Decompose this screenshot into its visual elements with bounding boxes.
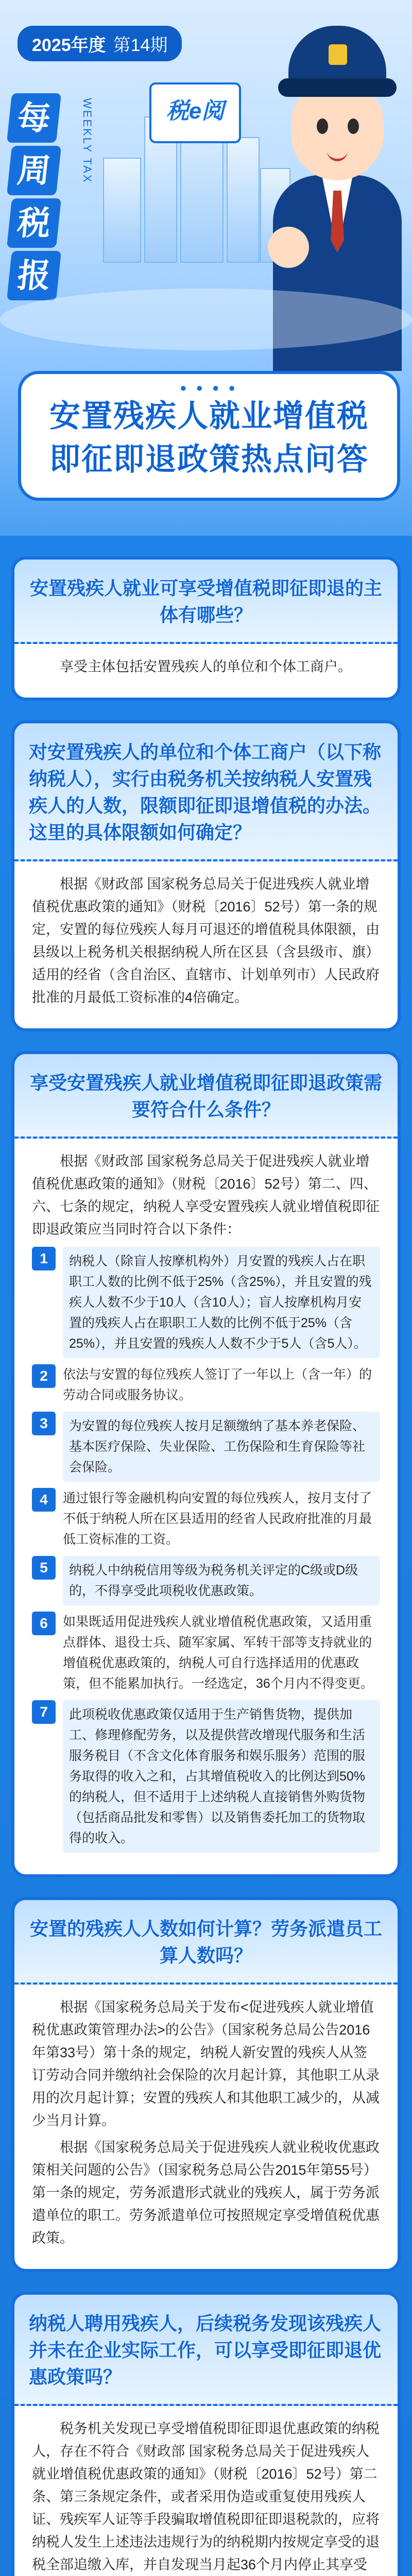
column-logo bbox=[9, 90, 71, 303]
dots-decor: ● ● ● ● bbox=[180, 381, 238, 394]
answer-paragraph: 根据《国家税务总局关于发布<促进残疾人就业增值税优惠政策管理办法>的公告》（国家税务总局公告2016年第33号）第十条的规定，纳税人新安置的残疾人从签订劳动合同并缴纳社会保险的次月起计算，其他职工从录用的次月起计算；安置的残疾人和其他职工减少的，从减少当月计算。 bbox=[32, 1999, 380, 2128]
qa-card bbox=[11, 2292, 401, 2576]
qa-card bbox=[11, 720, 401, 1031]
question: 安置的残疾人人数如何计算？劳务派遣员工算人数吗？ bbox=[14, 1900, 398, 1985]
page-title-box bbox=[18, 371, 400, 501]
page-title-line1: 安置残疾人就业增值税 bbox=[49, 399, 369, 433]
list-item: 2 依法与安置的每位残疾人签订了一年以上（含一年）的劳动合同或服务协议。 bbox=[32, 1364, 380, 1405]
decor-wave bbox=[0, 289, 412, 350]
list-item: 3 为安置的每位残疾人按月足额缴纳了基本养老保险、基本医疗保险、失业保险、工伤保险和生育保险等社会保险。 bbox=[32, 1412, 380, 1482]
question: 享受安置残疾人就业增值税即征即退政策需要符合什么条件？ bbox=[14, 1054, 398, 1139]
list-item: 1 纳税人（除盲人按摩机构外）月安置的残疾人占在职职工人数的比例不低于25%（含25%），并且安置的残疾人人数不少于10人（含10人）；盲人按摩机构月安置的残疾人占在职职工人数的比例不低于25%（含25%），并且安置的残疾人人数不少于5人（含5人）。 bbox=[32, 1247, 380, 1358]
answer-paragraph: 享受主体包括安置残疾人的单位和个体工商户。 bbox=[60, 659, 352, 674]
list-item: 6 如果既适用促进残疾人就业增值税优惠政策，又适用重点群体、退役士兵、随军家属、军转干部等支持就业的增值税优惠政策的，纳税人可自行选择适用的优惠政策，但不能累加执行。一经选定，36个月内不得变更。 bbox=[32, 1612, 380, 1694]
column-char: 周 bbox=[7, 146, 61, 195]
column-char: 每 bbox=[7, 93, 61, 143]
answer-paragraph: 根据《财政部 国家税务总局关于促进残疾人就业增值税优惠政策的通知》（财税〔2016〕52号）第一条的规定，安置的每位残疾人每月可退还的增值税具体限额，由县级以上税务机关根据纳税人所在区县（含县级市、旗）适用的经省（含自治区、直辖市、计划单列市）人民政府批准的月最低工资标准的4倍确定。 bbox=[32, 876, 380, 1005]
tax-e-read-sign: 税e阅 bbox=[149, 82, 241, 143]
column-english: WEEKLY TAX bbox=[81, 98, 94, 184]
list-item: 7 此项税收优惠政策仅适用于生产销售货物，提供加工、修理修配劳务，以及提供营改增现代服务和生活服务税目（不含文化体育服务和娱乐服务）范围的服务取得的收入之和，占其增值税收入的比例达到50%的纳税人，但不适用于上述纳税人直接销售外购货物（包括商品批发和零售）以及销售委托加工的货物取得的收入。 bbox=[32, 1700, 380, 1853]
list-item-text: 纳税人中纳税信用等级为税务机关评定的C级或D级的，不得享受此项税收优惠政策。 bbox=[63, 1556, 380, 1605]
answer-paragraph: 税务机关发现已享受增值税即征即退优惠政策的纳税人，存在不符合《财政部 国家税务总局关于促进残疾人就业增值税优惠政策的通知》（财税〔2016〕52号）第二条、第三条规定条件，或者采用伪造或重复使用残疾人证、残疾军人证等手段骗取增值税即征即退税款的，应将纳税人发生上述违法违规行为的纳税期内按规定享受的退税全部追缴入库，并自发现当月起36个月内停止其享受 bbox=[32, 2421, 380, 2572]
list-item: 4 通过银行等金融机构向安置的每位残疾人，按月支付了不低于纳税人所在区县适用的经省人民政府批准的月最低工资标准的工资。 bbox=[32, 1488, 380, 1550]
qa-card bbox=[11, 1897, 401, 2272]
issue-number: 第14期 bbox=[113, 36, 168, 55]
qa-card bbox=[11, 556, 401, 701]
answer-intro: 根据《财政部 国家税务总局关于促进残疾人就业增值税优惠政策的通知》（财税〔2016〕52号）第二、四、六、七条的规定，纳税人享受安置残疾人就业增值税即征即退政策应当同时符合以下条件： bbox=[32, 1154, 380, 1237]
list-item-text: 此项税收优惠政策仅适用于生产销售货物，提供加工、修理修配劳务，以及提供营改增现代服务和生活服务税目（不含文化体育服务和娱乐服务）范围的服务取得的收入之和，占其增值税收入的比例达到50%的纳税人，但不适用于上述纳税人直接销售外购货物（包括商品批发和零售）以及销售委托加工的货物取得的收入。 bbox=[63, 1700, 380, 1853]
issue-badge bbox=[18, 26, 182, 61]
list-item-text: 为安置的每位残疾人按月足额缴纳了基本养老保险、基本医疗保险、失业保险、工伤保险和生育保险等社会保险。 bbox=[63, 1412, 380, 1482]
hero-banner bbox=[0, 0, 412, 536]
column-char: 报 bbox=[7, 251, 61, 300]
list-item-text: 依法与安置的每位残疾人签订了一年以上（含一年）的劳动合同或服务协议。 bbox=[63, 1367, 372, 1402]
question: 对安置残疾人的单位和个体工商户（以下称纳税人），实行由税务机关按纳税人安置残疾人的人数，限额即征即退增值税的办法。这里的具体限额如何确定？ bbox=[14, 723, 398, 861]
question: 纳税人聘用残疾人，后续税务发现该残疾人并未在企业实际工作，可以享受即征即退优惠政策吗？ bbox=[14, 2295, 398, 2406]
list-item-text: 纳税人（除盲人按摩机构外）月安置的残疾人占在职职工人数的比例不低于25%（含25%），并且安置的残疾人人数不少于10人（含10人）；盲人按摩机构月安置的残疾人占在职职工人数的比例不低于25%（含25%），并且安置的残疾人人数不少于5人（含5人）。 bbox=[63, 1247, 380, 1358]
answer-paragraph: 根据《国家税务总局关于促进残疾人就业税收优惠政策相关问题的公告》（国家税务总局公告2015年第55号）第一条的规定，劳务派遣形式就业的残疾人，属于劳务派遣单位的职工。劳务派遣单位可按照规定享受增值税优惠政策。 bbox=[32, 2140, 380, 2246]
list-item-text: 如果既适用促进残疾人就业增值税优惠政策，又适用重点群体、退役士兵、随军家属、军转干部等支持就业的增值税优惠政策的，纳税人可自行选择适用的优惠政策，但不能累加执行。一经选定，36个月内不得变更。 bbox=[63, 1615, 373, 1691]
qa-card bbox=[11, 1051, 401, 1877]
column-char: 税 bbox=[7, 198, 61, 248]
question: 安置残疾人就业可享受增值税即征即退的主体有哪些？ bbox=[14, 560, 398, 644]
list-item-text: 通过银行等金融机构向安置的每位残疾人，按月支付了不低于纳税人所在区县适用的经省人民政府批准的月最低工资标准的工资。 bbox=[63, 1491, 372, 1547]
issue-year: 2025年度 bbox=[32, 36, 106, 55]
list-item: 5 纳税人中纳税信用等级为税务机关评定的C级或D级的，不得享受此项税收优惠政策。 bbox=[32, 1556, 380, 1605]
page-title-line2: 即征即退政策热点问答 bbox=[49, 442, 369, 477]
